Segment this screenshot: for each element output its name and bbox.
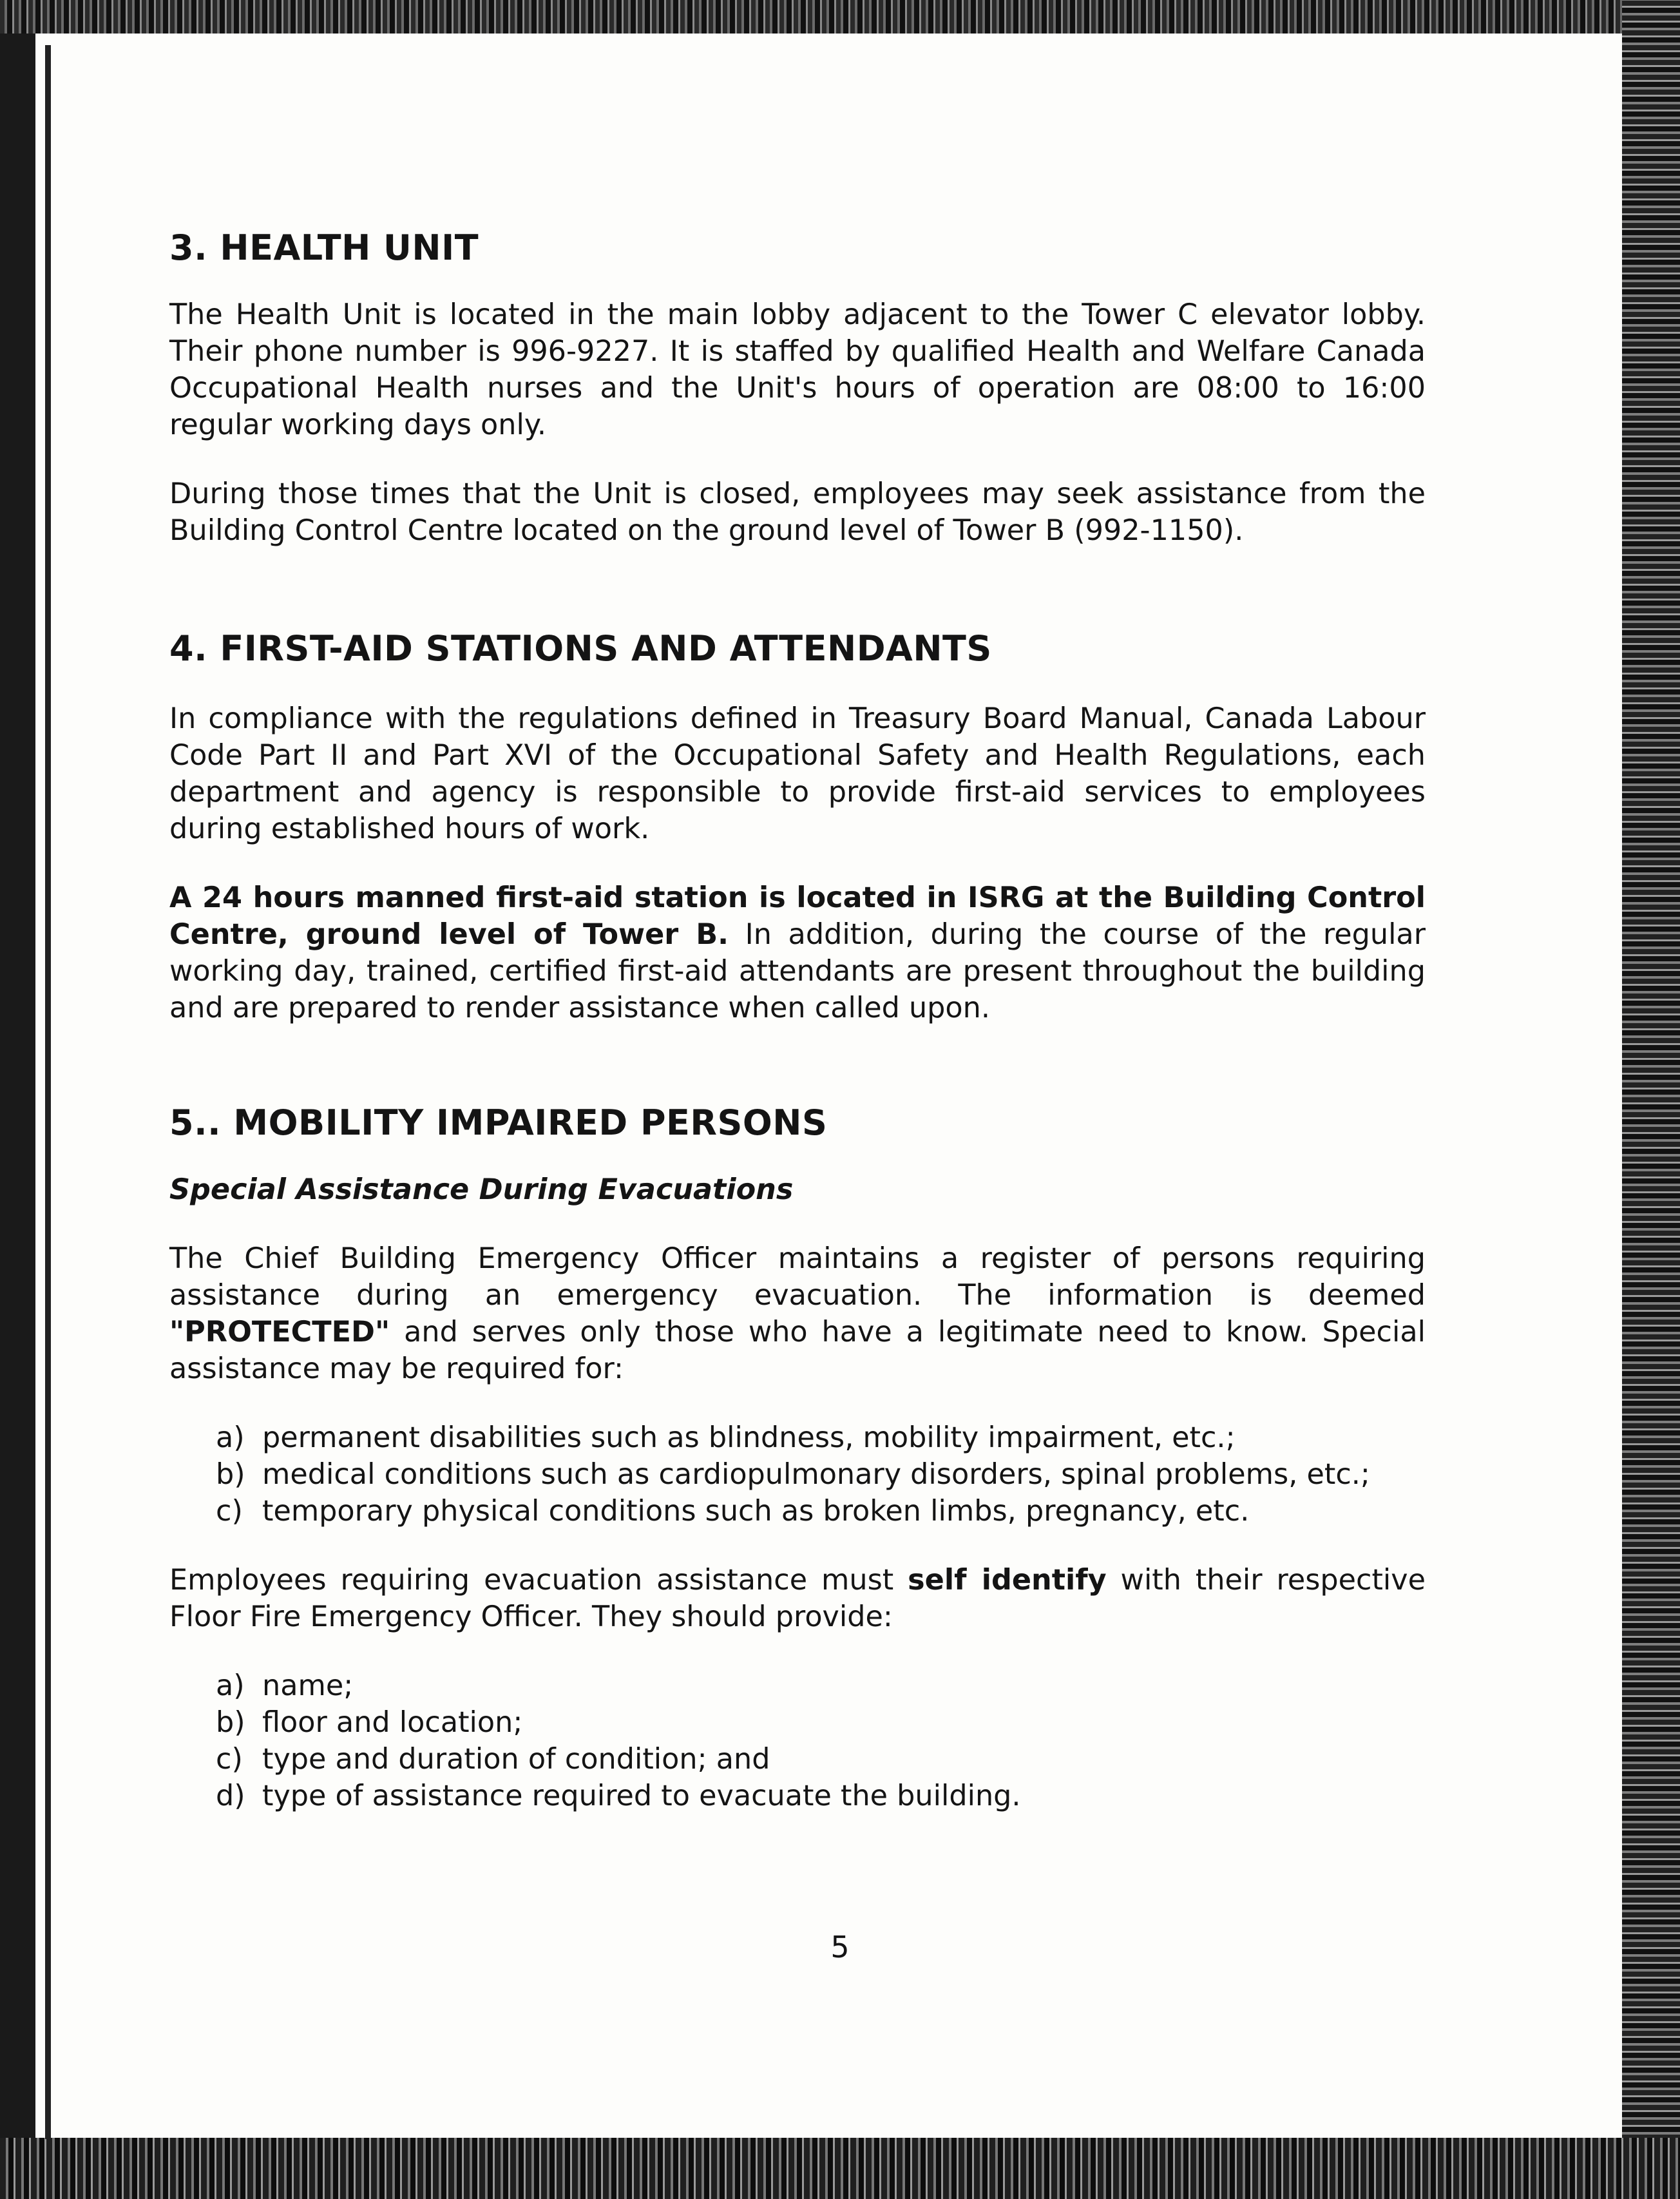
document-body (169, 226, 1426, 1814)
left-binding-rule (45, 45, 51, 2139)
list-item-text: temporary physical conditions such as broken limbs, pregnancy, etc. (262, 1495, 1250, 1528)
section-5-paragraph-1 (169, 1240, 1426, 1387)
list-item-text: medical conditions such as cardiopulmonary disorders, spinal problems, etc.; (262, 1458, 1370, 1491)
list-item (216, 1456, 1426, 1493)
section-3-paragraph-1: The Health Unit is located in the main lobby adjacent to the Tower C elevator lobby. Their phone number is 996-9227. It is staffed by qualified Health and Welfare Canada Occupational Health nurses and the Unit's hours of operation are 08:00 to 16:00 regular working days only. (169, 298, 1426, 441)
list-item (216, 1493, 1426, 1530)
list-marker: b) (216, 1706, 245, 1739)
list-marker: c) (216, 1743, 243, 1776)
list-marker: d) (216, 1780, 245, 1812)
list-item-text: type of assistance required to evacuate the building. (262, 1780, 1021, 1812)
list-marker: a) (216, 1669, 245, 1702)
section-4-paragraph-1: In compliance with the regulations defined in Treasury Board Manual, Canada Labour Code Part II and Part XVI of the Occupational Safety and Health Regulations, each department and agency is responsible to provide first-aid services to employees during established hours of work. (169, 702, 1426, 845)
section-3-heading: 3. HEALTH UNIT (169, 227, 479, 268)
section-5-paragraph-1-start: The Chief Building Emergency Officer maintains a register of persons requiring assistance during an emergency evacuation. The information is deemed (169, 1242, 1426, 1312)
section-5-paragraph-2-end: with their respective Floor Fire Emergency Officer. They should provide: (169, 1564, 1426, 1633)
section-5 (169, 1100, 1426, 1814)
assistance-conditions-list (169, 1419, 1426, 1530)
section-5-subheading: Special Assistance During Evacuations (169, 1173, 794, 1206)
section-5-paragraph-2-start: Employees requiring evacuation assistance must (169, 1564, 908, 1597)
section-3-paragraph-2: During those times that the Unit is closed, employees may seek assistance from the Building Control Centre located on the ground level of Tower B (992-1150). (169, 477, 1426, 547)
section-5-paragraph-1-end: and serves only those who have a legitimate need to know. Special assistance may be required for: (169, 1316, 1426, 1385)
required-information-list (169, 1667, 1426, 1814)
section-4-heading: 4. FIRST-AID STATIONS AND ATTENDANTS (169, 628, 992, 669)
scan-edge-bottom (0, 2138, 1680, 2199)
list-marker: a) (216, 1421, 245, 1454)
section-5-paragraph-2 (169, 1562, 1426, 1635)
protected-term: "PROTECTED" (169, 1316, 390, 1349)
list-item-text: name; (262, 1669, 354, 1702)
list-marker: c) (216, 1495, 243, 1528)
list-item (216, 1704, 1426, 1741)
list-item-text: floor and location; (262, 1706, 523, 1739)
list-marker: b) (216, 1458, 245, 1491)
list-item (216, 1741, 1426, 1778)
scan-edge-top (0, 0, 1680, 34)
section-4-paragraph-2 (169, 879, 1426, 1026)
list-item (216, 1667, 1426, 1704)
section-5-heading: 5.. MOBILITY IMPAIRED PERSONS (169, 1102, 828, 1143)
list-item-text: permanent disabilities such as blindness, mobility impairment, etc.; (262, 1421, 1236, 1454)
self-identify-term: self identify (908, 1564, 1107, 1597)
section-4-paragraph-2-rest: In addition, during the course of the regular working day, trained, certified first-aid attendants are present throughout the building and are prepared to render assistance when called upon. (169, 918, 1426, 1024)
list-item-text: type and duration of condition; and (262, 1743, 770, 1776)
list-item (216, 1778, 1426, 1814)
scan-edge-right (1622, 0, 1680, 2199)
section-4 (169, 626, 1426, 1026)
section-4-paragraph-2-bold: A 24 hours manned first-aid station is located in ISRG at the Building Control Centre, ground level of Tower B. (169, 881, 1426, 951)
page-number: 5 (830, 1930, 850, 1964)
list-item (216, 1419, 1426, 1456)
